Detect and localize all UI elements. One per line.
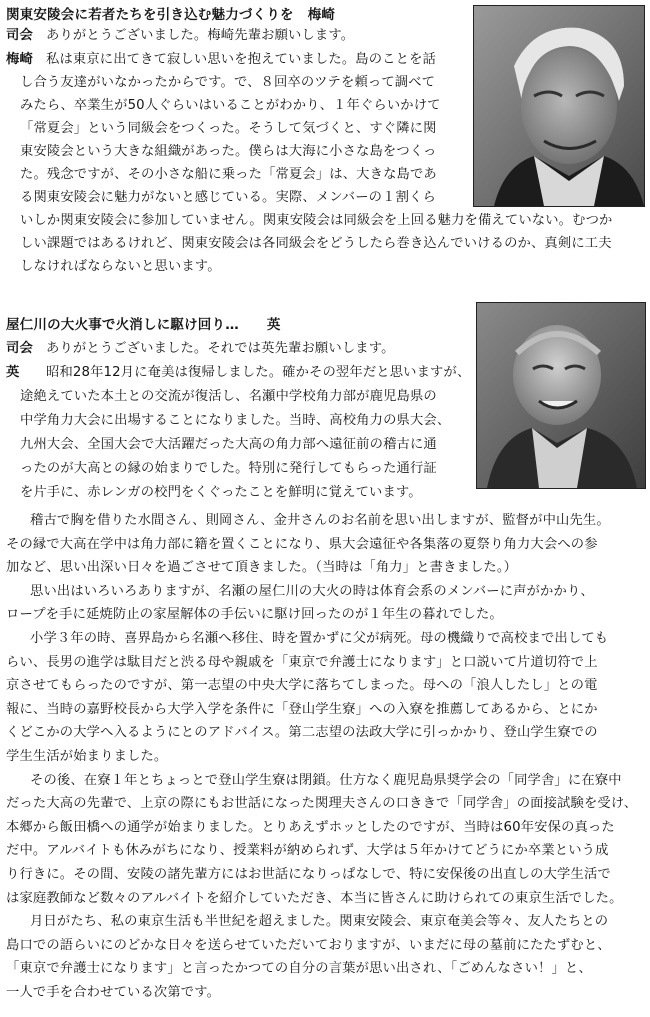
speaker-label: 英 xyxy=(6,365,20,380)
paragraph-line: 京させてもらったのですが、第一志望の中央大学に落ちてしまった。母への「浪人したし」との電 xyxy=(6,678,598,694)
speaker-line xyxy=(6,363,470,383)
section-heading xyxy=(6,316,281,334)
paragraph-line: らい、長男の進学は駄目だと渋る母や親戚を「東京で弁護士になります」と口説いて片道切符で上 xyxy=(6,654,598,670)
paragraph-first-line: 思い出はいろいろありますが、名瀬の屋仁川の大火の時は体育会系のメンバーに声がかかり、 xyxy=(30,583,594,599)
paragraph-line: 報に、当時の嘉野校長から大学入学を条件に「登山学生寮」への入寮を推薦してあるから、とにか xyxy=(6,701,598,717)
speech-text: 昭和28年12月に奄美は復帰しました。確かその翌年だと思いますが、 xyxy=(46,365,471,380)
speech-line: 東安陵会という大きな組織があった。僕らは大海に小さな島をつくっ xyxy=(20,144,437,159)
speech-line: みたら、卒業生が50人ぐらいはいることがわかり、１年ぐらいかけて xyxy=(20,98,441,113)
paragraph-line: その縁で大高在学中は角力部に籍を置くことになり、県大会遠征や各集落の夏祭り角力大会への参 xyxy=(6,536,598,552)
host-text: ありがとうございました。梅崎先輩お願いします。 xyxy=(46,28,355,43)
heading-title: 関東安陵会に若者たちを引き込む魅力づくりを xyxy=(6,7,294,23)
heading-speaker: 英 xyxy=(266,317,281,333)
paragraph-line: 本郷から飯田橋への通学が始まりました。とりあえずホッとしたのですが、当時は60年安保の真った xyxy=(6,819,615,835)
heading-speaker: 梅崎 xyxy=(307,7,336,23)
speech-line: 「常夏会」という同級会をつくった。そうして気づくと、すぐ隣に関 xyxy=(20,121,437,136)
paragraph-line: だった大高の先輩で、上京の際にもお世話になった関理夫さんの口ききで「同学舎」の面接試験を受け、 xyxy=(6,796,638,812)
paragraph-line: り行きに。その間、安陵の諸先輩方にはお世話になりっぱなしで、特に安保後の出直しの大学生活で xyxy=(6,867,611,882)
paragraph-line: 学生生活が始まりました。 xyxy=(6,749,168,764)
paragraph-line: 島口での語らいにのどかな日々を送らせていただいておりますが、いまだに母の墓前にたたずむと、 xyxy=(6,937,611,953)
paragraph-first-line: 小学３年の時、喜界島から名瀬へ移住、時を置かずに父が病死。母の機織りで高校まで出しても xyxy=(30,631,609,646)
paragraph-first-line: 稽古で胸を借りた水間さん、則岡さん、金井さんのお名前を思い出しますが、監督が中山先生。 xyxy=(30,513,610,528)
portrait-hanabusa-image xyxy=(477,303,645,488)
portrait-photo-umezaki xyxy=(473,5,645,207)
speech-line: ったのが大高との縁の始まりでした。特別に発行してもらった通行証 xyxy=(20,461,437,476)
section-heading xyxy=(6,6,335,24)
paragraph-line: 加など、思い出深い日々を過ごさせて頂きました。（当時は「角力」と書きました。） xyxy=(6,560,518,576)
paragraph-line: ロープを手に延焼防止の家屋解体の手伝いに駆け回ったのが１年生の暮れでした。 xyxy=(6,607,503,623)
speech-line: し合う友達がいなかったからです。で、８回卒のツテを頼って調べて xyxy=(20,75,436,90)
speech-line: 途絶えていた本土との交流が復活し、名瀬中学校角力部が鹿児島県の xyxy=(20,389,437,404)
speech-line: た。残念ですが、その小さな船に乗った「常夏会」は、大きな島であ xyxy=(20,167,437,182)
host-line xyxy=(6,26,354,46)
portrait-umezaki-image xyxy=(474,6,644,206)
host-label: 司会 xyxy=(6,341,33,356)
paragraph-line: は家庭教師など数々のアルバイトを紹介していただき、本当に皆さんに助けられての東京生活でした。 xyxy=(6,890,623,906)
host-line xyxy=(6,339,395,359)
paragraph-first-line: 月日がたち、私の東京生活も半世紀を超えました。関東安陵会、東京奄美会等々、友人たちとの xyxy=(30,914,609,930)
heading-title: 屋仁川の大火事で火消しに駆け回り… xyxy=(6,317,239,333)
paragraph-line: 一人で手を合わせている次第です。 xyxy=(6,985,221,1000)
speech-line: いしか関東安陵会に参加していません。関東安陵会は同級会を上回る魅力を備えていない。むつか xyxy=(20,213,613,228)
speech-line: る関東安陵会に魅力がないと感じている。実際、メンバーの１割くら xyxy=(20,190,436,205)
paragraph-first-line: その後、在寮１年とちょっとで登山学生寮は閉鎖。仕方なく鹿児島県奨学会の「同学舎」に在寮中 xyxy=(30,772,622,788)
portrait-photo-hanabusa xyxy=(476,302,646,489)
speech-line: 九州大会、全国大会で大活躍だった大高の角力部へ遠征前の稽古に通 xyxy=(20,437,437,452)
speaker-line xyxy=(6,50,436,70)
paragraph-line: だ中。アルバイトも休みがちになり、授業料が納められず、大学は５年かけてどうにか卒業という成 xyxy=(6,843,609,859)
speech-line: しい課題ではあるけれど、関東安陵会は各同級会をどうしたら巻き込んでいけるのか、真剣に工夫 xyxy=(20,236,612,251)
host-label: 司会 xyxy=(6,28,33,43)
speech-line: 中学角力大会に出場することになりました。当時、高校角力の県大会、 xyxy=(20,413,451,428)
speech-line: しなければならないと思います。 xyxy=(20,259,221,274)
speaker-label: 梅崎 xyxy=(6,52,33,67)
speech-line: を片手に、赤レンガの校門をくぐったことを鮮明に覚えています。 xyxy=(20,485,422,500)
paragraph-line: 「東京で弁護士になります」と言ったかつての自分の言葉が思い出され、「ごめんなさい！」と、 xyxy=(6,961,592,977)
paragraph-line: くどこかの大学へ入るようにとのアドバイス。第二志望の法政大学に引っかかり、登山学生寮での xyxy=(6,725,598,741)
speech-text: 私は東京に出てきて寂しい思いを抱えていました。島のことを話 xyxy=(46,52,436,67)
host-text: ありがとうございました。それでは英先輩お願いします。 xyxy=(46,341,395,356)
